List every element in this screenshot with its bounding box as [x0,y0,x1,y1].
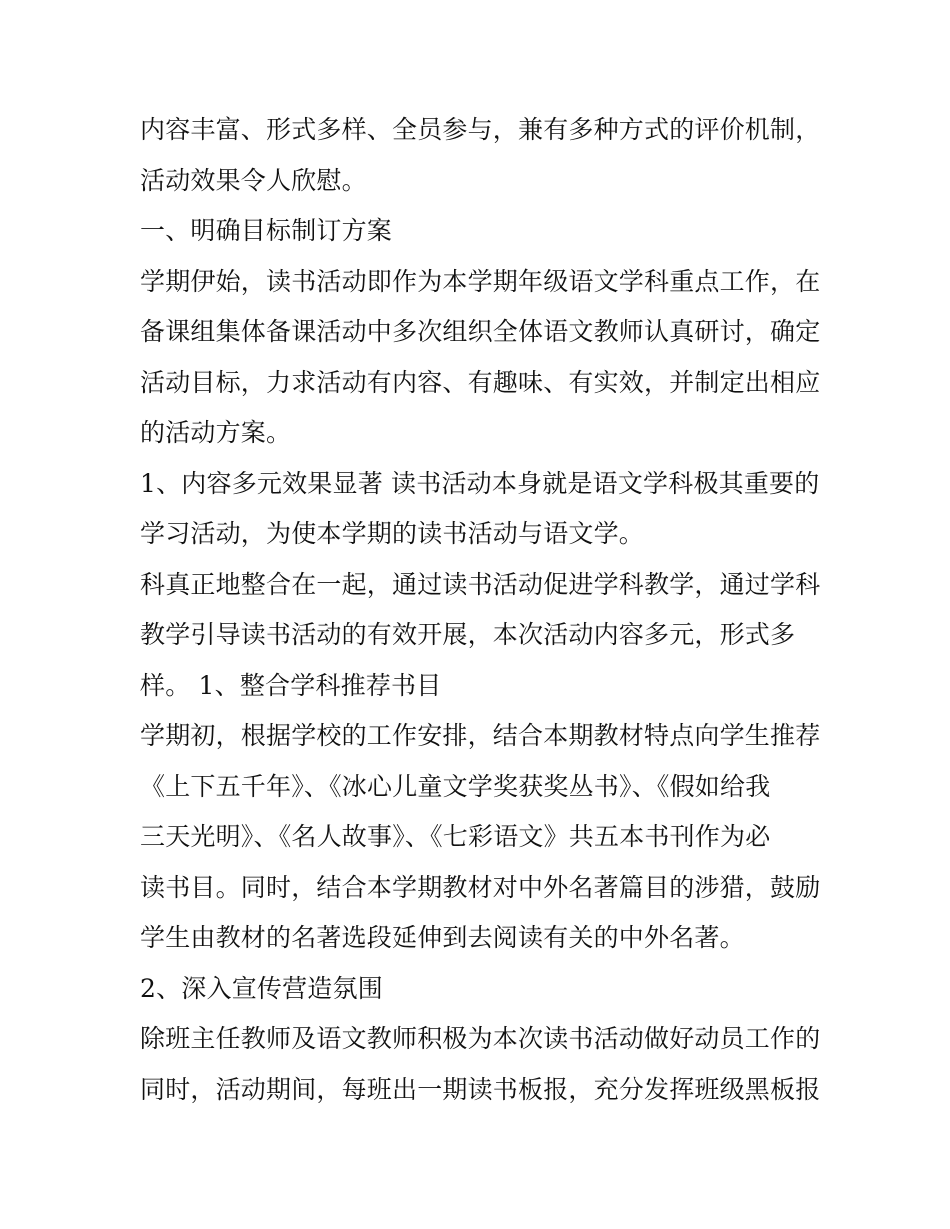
text-line: 除班主任教师及语文教师积极为本次读书活动做好动员工作的 [140,1024,820,1053]
text-line: 三天光明》、《名人故事》、《七彩语文》共五本书刊作为必 [140,822,771,851]
document-body [140,105,820,1115]
text-line: 1、内容多元效果显著 读书活动本身就是语文学科极其重要的 [140,468,820,498]
text-line: 活动效果令人欣慰。 [140,165,367,195]
text-line: 学生由教材的名著选段延伸到去阅读有关的中外名著。 [140,923,745,952]
text-line: 样。 1、整合学科推荐书目 [140,670,442,700]
text-line: 教学引导读书活动的有效开展，本次活动内容多元，形式多 [140,620,796,649]
text-line: 活动目标，力求活动有内容、有趣味、有实效，并制定出相应 [140,367,820,397]
text-line: 学期初，根据学校的工作安排，结合本期教材特点向学生推荐 [140,721,820,750]
section-heading: 2、深入宣传营造氛围 [140,973,383,1003]
text-line: 《上下五千年》、《冰心儿童文学奖获奖丛书》、《假如给我 [140,771,771,801]
text-line: 的活动方案。 [140,418,292,447]
section-heading: 一、明确目标制订方案 [140,216,393,245]
text-line: 科真正地整合在一起，通过读书活动促进学科教学，通过学科 [140,569,820,599]
text-line: 学期伊始，读书活动即作为本学期年级语文学科重点工作，在 [140,266,820,296]
text-line: 备课组集体备课活动中多次组织全体语文教师认真研讨，确定 [140,317,820,346]
text-line: 内容丰富、形式多样、全员参与，兼有多种方式的评价机制， [140,115,820,144]
text-line: 读书目。同时，结合本学期教材对中外名著篇目的涉猎，鼓励 [140,872,820,902]
text-line: 同时，活动期间，每班出一期读书板报，充分发挥班级黑板报 [140,1074,820,1104]
text-line: 学习活动，为使本学期的读书活动与语文学。 [140,519,645,548]
